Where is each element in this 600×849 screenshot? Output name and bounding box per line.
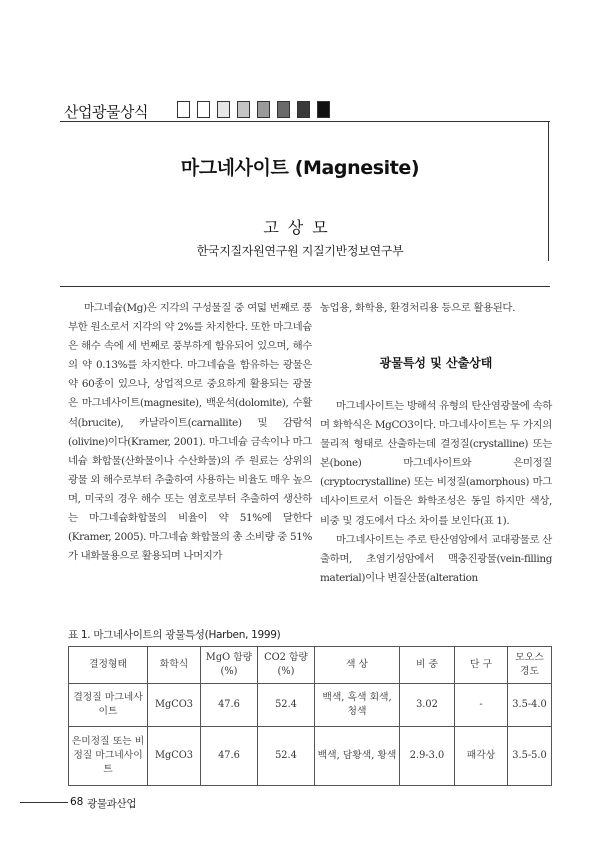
properties-table (68, 646, 552, 786)
decorative-square (197, 101, 210, 118)
section-heading: 광물특성 및 산출상태 (379, 356, 493, 370)
decorative-square (297, 101, 310, 118)
series-label: 산업광물상식 (64, 103, 148, 121)
article-title: 마그네사이트 (Magnesite) (180, 157, 420, 179)
decorative-square (177, 101, 190, 118)
table-cell: 3.02 (400, 684, 455, 727)
decorative-square (277, 101, 290, 118)
header-rule (60, 121, 550, 122)
table-cell: 3.5-4.0 (508, 684, 552, 727)
table-cell: 결정질 마그네사이트 (69, 684, 148, 727)
body-paragraph: 농업용, 화학용, 환경처리용 등으로 활용된다. (320, 302, 516, 314)
author-affiliation: 한국지질자원연구원 지질기반정보연구부 (196, 244, 404, 258)
table-header-cell: 색 상 (315, 647, 400, 684)
left-column (68, 299, 312, 566)
table-header-cell: 결정형태 (69, 647, 148, 684)
right-column (320, 397, 552, 588)
table-cell: 52.4 (258, 684, 315, 727)
table-header-cell: 화학식 (148, 647, 201, 684)
table-header-cell: 비 중 (400, 647, 455, 684)
table-row (69, 727, 552, 786)
table-caption: 표 1. 마그네사이트의 광물특성(Harben, 1999) (68, 629, 281, 641)
table-cell: 52.4 (258, 727, 315, 786)
decorative-square (217, 101, 230, 118)
table-header-cell: MgO 함량(%) (201, 647, 258, 684)
table-header-row (69, 647, 552, 684)
table-cell: MgCO3 (148, 727, 201, 786)
header-bottom-rule (60, 286, 550, 287)
article-author: 고상모 (263, 218, 337, 237)
table-cell: 은미정질 또는 비정질 마그네사이트 (69, 727, 148, 786)
table-header-cell: 단 구 (455, 647, 508, 684)
decorative-square (237, 101, 250, 118)
body-paragraph: 마그네슘(Mg)은 지각의 구성물질 중 여덟 번째로 풍부한 원소로서 지각의 약 2%를 차지한다. 또한 마그네슘은 해수 속에 세 번째로 풍부하게 함유되어 있으며, 해수의 약 0.13%를 차지한다. 마그네슘을 함유하는 광물은 약 60종이 있으나, 상업적으로 중요하게 활용되는 광물은 마그네사이트(magnesite), 백운석(dolomite), 수활석(brucite), 카날라이트(carnallite) 및 감람석(olivine)이다(Kramer, 2001). 마그네슘 금속이나 마그네슘 화합물(산화물이나 수산화물)의 주 원료는 상위의 광물 외 해수로부터 추출하여 사용하는 비율도 매우 높으며, 미국의 경우 해수 또는 염호로부터 추출하여 생산하는 마그네슘화합물의 비율이 약 51%에 달한다(Kramer, 2005). 마그네슘 화합물의 총 소비량 중 51%가 내화물용으로 활용되며 나머지가 (68, 302, 312, 563)
table-cell: 백색, 담황색, 황색 (315, 727, 400, 786)
table-header-cell: 모오스 경도 (508, 647, 552, 684)
page-number: 68 (70, 796, 84, 808)
decorative-squares (177, 101, 330, 118)
decorative-square (317, 101, 330, 118)
footer-rule (20, 802, 68, 803)
table-header-cell: CO2 함량(%) (258, 647, 315, 684)
table-row (69, 684, 552, 727)
table-cell: 백색, 흑색 회색, 청색 (315, 684, 400, 727)
decorative-square (257, 101, 270, 118)
table-cell: 47.6 (201, 684, 258, 727)
table-cell: - (455, 684, 508, 727)
table-cell: 3.5-5.0 (508, 727, 552, 786)
header-right-rule (548, 121, 549, 261)
magazine-name: 광물과산업 (87, 798, 137, 810)
body-paragraph: 마그네사이트는 방해석 유형의 탄산염광물에 속하며 화학식은 MgCO3이다. 마그네사이트는 두 가지의 물리적 형태로 산출하는데 결정질(crystalline) 또는 본(bone) 마그네사이트와 은미정질(cryptocrystalline) 또는 비정질(amorphous) 마그네사이트로서 이들은 화학조성은 동일 하지만 색상, 비중 및 경도에서 다소 차이를 보인다(표 1). (320, 400, 552, 527)
right-column-top (320, 299, 552, 318)
table-cell: 2.9-3.0 (400, 727, 455, 786)
table-cell: 패각상 (455, 727, 508, 786)
table-cell: 47.6 (201, 727, 258, 786)
body-paragraph: 마그네사이트는 주로 탄산염암에서 교대광물로 산출하며, 초염기성암에서 맥충진광물(vein-filling material)이나 변질산물(alteration (320, 533, 552, 584)
table-cell: MgCO3 (148, 684, 201, 727)
